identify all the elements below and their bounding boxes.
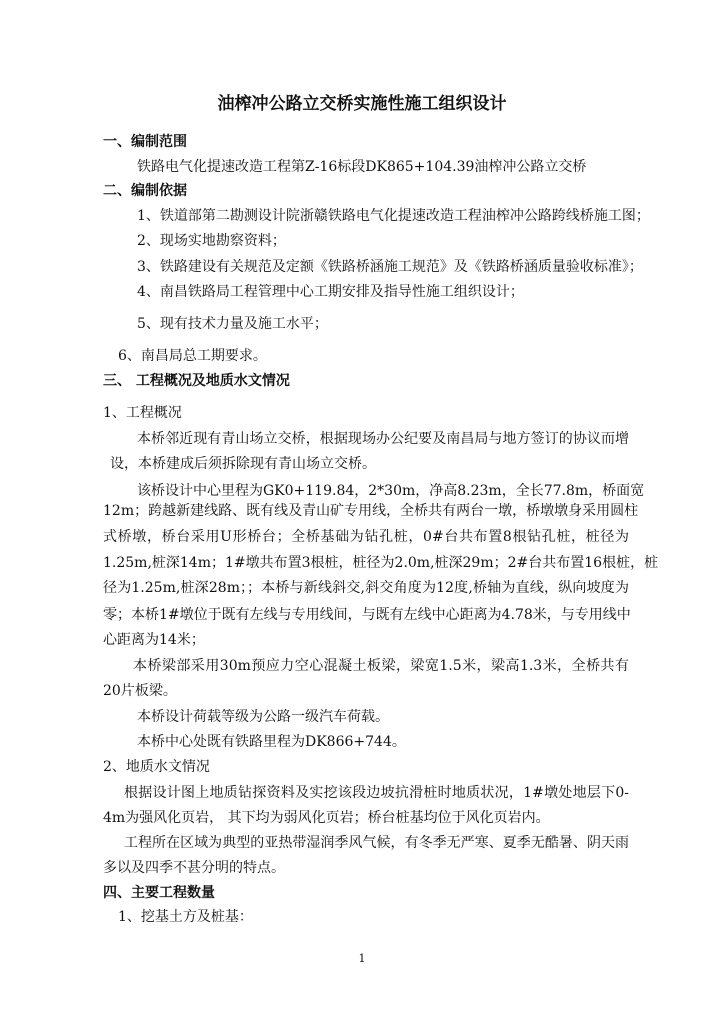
basis-item-5: 5、现有技术力量及施工水平； [137,316,328,332]
paragraph-line: 20片板梁。 [103,683,177,699]
paragraph-line: 4m为强风化页岩， 其下均为弱风化页岩；桥台桩基均位于风化页岩内。 [103,810,550,826]
paragraph-line: 零；本桥1#墩位于既有左线与专用线间，与既有左线中心距离为4.78米，与专用线中 [103,607,631,623]
subsection-overview: 1、工程概况 [103,405,182,421]
paragraph-line: 式桥墩，桥台采用U形桥台；全桥基础为钻孔桩，0#台共布置8根钻孔桩，桩径为 [103,529,629,545]
paragraph-line: 该桥设计中心里程为GK0+119.84，2*30m，净高8.23m，全长77.8m，桥面宽 [137,483,645,499]
page-title: 油榨冲公路立交桥实施性施工组织设计 [217,94,507,114]
quantity-item-1: 1、挖基土方及桩基： [118,909,253,925]
paragraph-line: 心距离为14米； [103,632,205,648]
paragraph-line: 本桥设计荷载等级为公路一级汽车荷载。 [137,709,389,725]
paragraph-line: 多以及四季不甚分明的特点。 [103,860,285,876]
basis-item-4: 4、南昌铁路局工程管理中心工期安排及指导性施工组织设计； [137,284,524,300]
paragraph-line: 12m；跨越新建线路、既有线及青山矿专用线，全桥共有两台一墩，桥墩墩身采用圆柱 [103,503,639,519]
paragraph-line: 工程所在区域为典型的亚热带湿润季风气候，有冬季无严寒、夏季无酷暑、阴天雨 [124,835,629,851]
basis-item-6: 6、南昌局总工期要求。 [118,348,267,364]
page-number: 1 [358,952,366,965]
paragraph-line: 本桥中心处既有铁路里程为DK866+744。 [137,734,406,750]
paragraph-line: 根据设计图上地质钻探资料及实挖该段边坡抗滑桩时地质状况，1#墩处地层下0- [124,785,629,801]
section-3-heading: 三、 工程概况及地质水文情况 [103,373,290,389]
paragraph-line: 设，本桥建成后须拆除现有青山场立交桥。 [110,456,376,472]
section-4-heading: 四、主要工程数量 [103,885,215,901]
paragraph-line: 本桥邻近现有青山场立交桥，根据现场办公纪要及南昌局与地方签订的协议而增 [137,431,629,447]
basis-item-2: 2、现场实地勘察资料； [137,233,286,249]
section-1-heading: 一、编制范围 [103,134,187,150]
paragraph-line: 径为1.25m,桩深28m；；本桥与新线斜交,斜交角度为12度,桥轴为直线，纵向坡度为 [103,580,629,596]
section-1-text: 铁路电气化提速改造工程第Z-16标段DK865+104.39油榨冲公路立交桥 [137,159,587,175]
section-2-heading: 二、编制依据 [103,183,187,199]
basis-item-3: 3、铁路建设有关规范及定额《铁路桥涵施工规范》及《铁路桥涵质量验收标准》； [137,259,643,275]
paragraph-line: 1.25m,桩深14m；1#墩共布置3根桩，桩径为2.0m,桩深29m；2#台共布置16根桩，桩 [103,555,659,571]
basis-item-1: 1、铁道部第二勘测设计院浙赣铁路电气化提速改造工程油榨冲公路跨线桥施工图； [137,208,650,224]
subsection-geology: 2、地质水文情况 [103,759,210,775]
paragraph-line: 本桥梁部采用30m预应力空心混凝土板梁，梁宽1.5米，梁高1.3米，全桥共有 [133,658,629,674]
